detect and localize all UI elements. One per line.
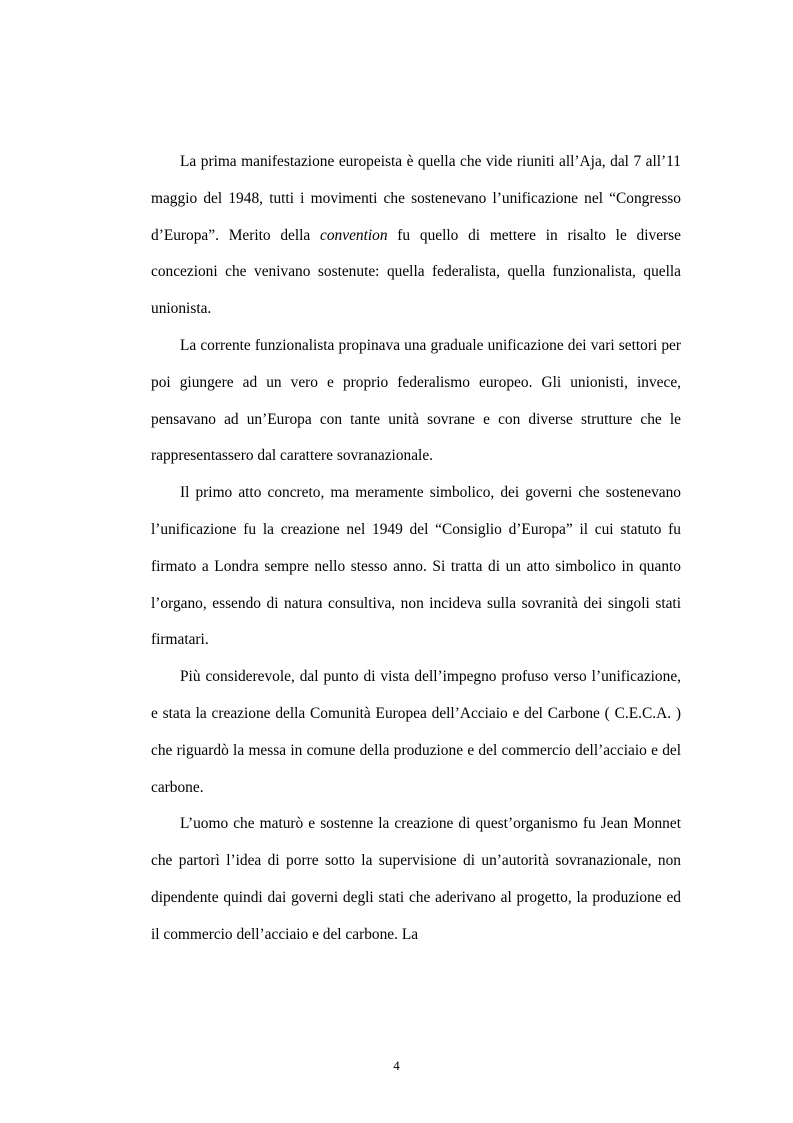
paragraph-text: La prima manifestazione europeista è quella che vide riuniti all’Aja, dal 7 all’11 maggio del 1948, tutti i movimenti che sostenevano l’unificazione nel “Congresso d’Europa”. Merito della: [151, 153, 681, 244]
emphasized-word: convention: [320, 226, 388, 244]
paragraph-funzionalisti-unionisti: La corrente funzionalista propinava una graduale unificazione dei vari settori per poi giungere ad un vero e proprio federalismo europeo. Gli unionisti, invece, pensavano ad un’Europa con tante unità sovrane e con diverse strutture che le rappresentassero dal carattere sovranazionale.: [151, 336, 681, 465]
paragraph-text: fu quello di mettere in risalto le diverse concezioni che venivano sostenute: quella federalista, quella funzionalista, quella unionista.: [151, 226, 681, 318]
paragraph-consiglio-europa: Il primo atto concreto, ma meramente simbolico, dei governi che sostenevano l’unificazione fu la creazione nel 1949 del “Consiglio d’Europa” il cui statuto fu firmato a Londra sempre nello stesso anno. Si tratta di un atto simbolico in quanto l’organo, essendo di natura consultiva, non incideva sulla sovranità dei singoli stati firmatari.: [151, 484, 681, 649]
page-number: 4: [393, 1058, 400, 1073]
paragraph-jean-monnet: L’uomo che maturò e sostenne la creazione di quest’organismo fu Jean Monnet che partorì l’idea di porre sotto la supervisione di un’autorità sovranazionale, non dipendente quindi dai governi degli stati che aderivano al progetto, la produzione ed il commercio dell’acciaio e del carbone. La: [151, 815, 681, 943]
paragraph-ceca: Più considerevole, dal punto di vista dell’impegno profuso verso l’unificazione, e stata la creazione della Comunità Europea dell’Acciaio e del Carbone ( C.E.C.A. ) che riguardò la messa in comune della produzione e del commercio dell’acciaio e del carbone.: [151, 668, 681, 796]
document-body: [151, 144, 681, 954]
paragraph-congresso-europa: [151, 144, 681, 328]
